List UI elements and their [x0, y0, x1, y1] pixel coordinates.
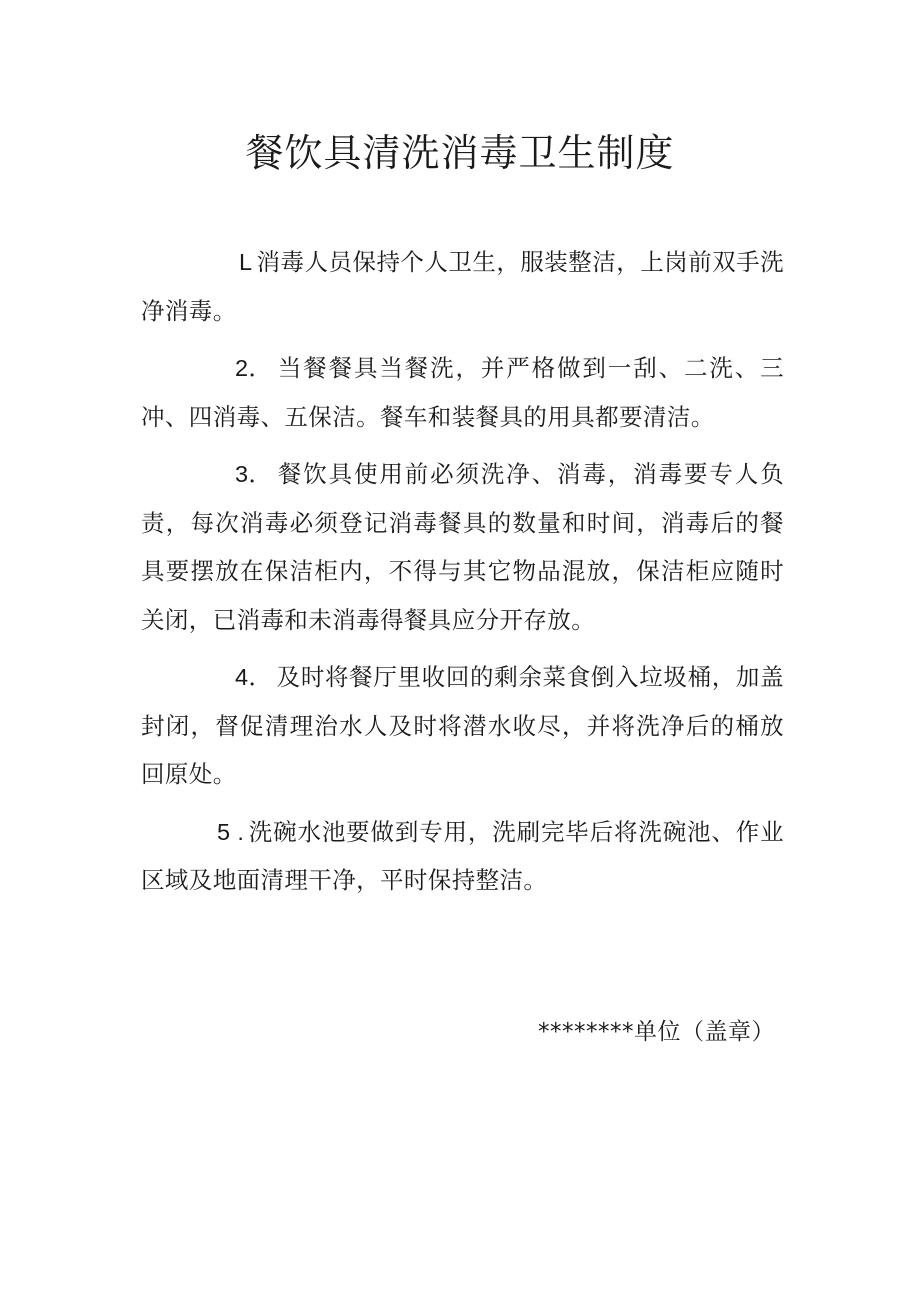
document-title: 餐饮具清洗消毒卫生制度	[245, 131, 675, 175]
paragraph-number: 2．	[235, 355, 273, 381]
paragraph-number: 4．	[235, 664, 273, 690]
paragraph-text: 消毒人员保持个人卫生，服装整洁，上岗前双手洗净消毒。	[141, 248, 784, 325]
paragraph-text: 当餐餐具当餐洗，并严格做到一刮、二洗、三冲、四消毒、五保洁。餐车和装餐具的用具都要清洁。	[141, 354, 784, 431]
paragraph-text: 及时将餐厅里收回的剩余菜食倒入垃圾桶，加盖封闭，督促清理治水人及时将潜水收尽，并将洗净后的桶放回原处。	[141, 663, 784, 788]
paragraph-number: 3．	[235, 461, 273, 487]
paragraph-number: L	[239, 249, 253, 275]
paragraph-5	[141, 808, 784, 905]
paragraph-text: 洗碗水池要做到专用，洗刷完毕后将洗碗池、作业区域及地面清理干净，平时保持整洁。	[141, 817, 784, 894]
paragraph-number: 5 .	[217, 818, 245, 845]
document-body	[141, 238, 784, 905]
signature-line: ********单位（盖章）	[538, 1019, 775, 1045]
paragraph-4	[141, 653, 784, 799]
paragraph-1	[141, 238, 784, 335]
paragraph-text: 餐饮具使用前必须洗净、消毒，消毒要专人负责，每次消毒必须登记消毒餐具的数量和时间，消毒后的餐具要摆放在保洁柜内，不得与其它物品混放，保洁柜应随时关闭，已消毒和未消毒得餐具应分开存放。	[141, 460, 784, 634]
paragraph-3	[141, 450, 784, 644]
paragraph-2	[141, 344, 784, 441]
